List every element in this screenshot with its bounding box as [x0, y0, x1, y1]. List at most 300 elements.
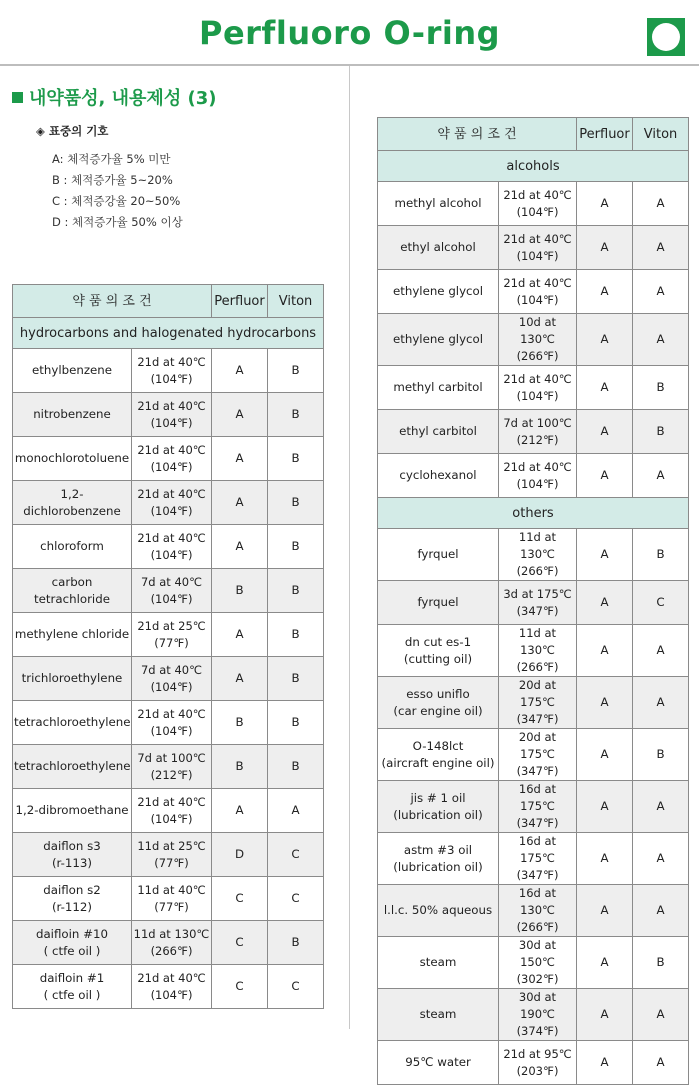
- condition-line: (104℉): [150, 371, 193, 386]
- condition-cell: [499, 314, 577, 366]
- condition-cell: [132, 349, 212, 393]
- condition-line: (347℉): [516, 603, 559, 618]
- condition-line: 21d at 40℃: [137, 354, 206, 369]
- perfluor-cell: C: [212, 965, 268, 1009]
- chemical-line: l.l.c. 50% aqueous: [383, 903, 493, 917]
- table-row: [378, 677, 689, 729]
- table-row: [13, 481, 324, 525]
- condition-cell: [132, 393, 212, 437]
- chemical-cell: [378, 989, 499, 1041]
- header-chemical: 약 품 의 조 건: [13, 285, 212, 318]
- viton-cell: A: [633, 677, 689, 729]
- condition-line: (104℉): [150, 415, 193, 430]
- condition-line: 7d at 100℃: [137, 750, 206, 765]
- chemical-line: O-148lct: [412, 738, 464, 753]
- condition-line: (266℉): [516, 564, 559, 578]
- condition-line: 21d at 40℃: [137, 794, 206, 809]
- condition-line: 21d at 40℃: [137, 486, 206, 501]
- chemical-cell: [13, 833, 132, 877]
- chemical-cell: [13, 745, 132, 789]
- category-label: others: [378, 498, 689, 529]
- header-viton: Viton: [268, 285, 324, 318]
- table-row: [13, 657, 324, 701]
- chemical-cell: [13, 437, 132, 481]
- condition-cell: [499, 937, 577, 989]
- perfluor-cell: A: [212, 657, 268, 701]
- perfluor-cell: A: [577, 270, 633, 314]
- viton-cell: C: [268, 965, 324, 1009]
- chemical-line: daifloin #10: [35, 926, 109, 941]
- table-row: [378, 729, 689, 781]
- perfluor-cell: B: [212, 569, 268, 613]
- page-title: Perfluoro O-ring: [198, 14, 500, 52]
- chemical-line: chloroform: [40, 539, 104, 553]
- perfluor-cell: A: [212, 481, 268, 525]
- condition-line: (212℉): [150, 767, 193, 782]
- viton-cell: A: [633, 781, 689, 833]
- section-heading-text: 내약품성, 내용제성 (3): [29, 88, 217, 109]
- table-row: [13, 393, 324, 437]
- table-row: [378, 182, 689, 226]
- perfluor-cell: A: [577, 781, 633, 833]
- table-row: [13, 965, 324, 1009]
- condition-cell: [132, 921, 212, 965]
- condition-line: 7d at 40℃: [140, 662, 203, 677]
- condition-line: 16d at 175℃: [518, 782, 557, 813]
- logo-circle: [652, 23, 680, 51]
- viton-cell: B: [268, 349, 324, 393]
- header-perfluor: Perfluor: [577, 118, 633, 151]
- condition-line: 21d at 25℃: [137, 618, 206, 633]
- chemical-line: methyl carbitol: [393, 380, 483, 394]
- condition-line: 21d at 40℃: [503, 187, 572, 202]
- condition-cell: [499, 781, 577, 833]
- chemical-line: steam: [419, 955, 457, 969]
- chemical-cell: [378, 529, 499, 581]
- viton-cell: C: [268, 877, 324, 921]
- condition-line: 21d at 40℃: [503, 231, 572, 246]
- condition-line: (104℉): [150, 811, 193, 826]
- viton-cell: A: [633, 1041, 689, 1085]
- perfluor-cell: A: [212, 349, 268, 393]
- perfluor-cell: A: [577, 989, 633, 1041]
- condition-cell: [132, 789, 212, 833]
- table-row: [13, 745, 324, 789]
- table-header-row: [378, 118, 689, 151]
- perfluor-cell: A: [577, 529, 633, 581]
- perfluor-cell: A: [577, 454, 633, 498]
- condition-line: (104℉): [150, 591, 193, 606]
- viton-cell: A: [633, 454, 689, 498]
- chemical-line: tetrachloroethylene: [14, 715, 131, 729]
- chemical-cell: [378, 314, 499, 366]
- condition-line: 11d at 130℃: [518, 626, 557, 657]
- chemical-cell: [378, 410, 499, 454]
- condition-cell: [499, 529, 577, 581]
- condition-line: (104℉): [516, 204, 559, 219]
- perfluor-cell: A: [577, 410, 633, 454]
- viton-cell: B: [633, 937, 689, 989]
- category-label: hydrocarbons and halogenated hydrocarbons: [13, 318, 324, 349]
- chemical-line: daiflon s2: [43, 882, 101, 897]
- viton-cell: B: [268, 657, 324, 701]
- perfluor-cell: A: [577, 366, 633, 410]
- table-row: [378, 226, 689, 270]
- condition-line: 7d at 100℃: [503, 415, 572, 430]
- table-row: [378, 937, 689, 989]
- viton-cell: A: [633, 270, 689, 314]
- condition-line: 16d at 175℃: [518, 834, 557, 865]
- viton-cell: B: [268, 393, 324, 437]
- condition-line: (104℉): [150, 679, 193, 694]
- condition-line: (77℉): [154, 635, 189, 650]
- viton-cell: B: [633, 729, 689, 781]
- chemical-cell: [13, 613, 132, 657]
- legend-item-c: C : 체적증강율 20~50%: [52, 194, 181, 208]
- condition-line: (266℉): [516, 920, 559, 934]
- table-row: [378, 366, 689, 410]
- condition-line: 21d at 40℃: [503, 459, 572, 474]
- chemical-line: 1,2-dichlorobenzene: [23, 486, 121, 518]
- table-row: [378, 581, 689, 625]
- viton-cell: A: [633, 989, 689, 1041]
- condition-line: (347℉): [516, 764, 559, 778]
- table-header-row: [13, 285, 324, 318]
- perfluor-cell: C: [212, 877, 268, 921]
- viton-cell: A: [268, 789, 324, 833]
- legend-title-text: 표중의 기호: [48, 124, 109, 138]
- square-bullet-icon: [12, 92, 23, 103]
- chemical-cell: [13, 701, 132, 745]
- condition-line: 21d at 40℃: [503, 275, 572, 290]
- table-row: [13, 921, 324, 965]
- condition-line: 11d at 40℃: [137, 882, 206, 897]
- condition-line: 21d at 40℃: [137, 970, 206, 985]
- condition-line: 21d at 95℃: [503, 1046, 572, 1061]
- condition-line: 30d at 150℃: [518, 938, 557, 969]
- perfluor-cell: A: [577, 729, 633, 781]
- chemical-line: 1,2-dibromoethane: [15, 803, 129, 817]
- resistance-table-left: [12, 284, 324, 1009]
- chemical-line: 95℃ water: [405, 1055, 471, 1069]
- chemical-line: methylene chloride: [14, 627, 130, 641]
- table-row: [378, 410, 689, 454]
- chemical-cell: [378, 270, 499, 314]
- table-row: [378, 833, 689, 885]
- condition-line: 21d at 40℃: [137, 398, 206, 413]
- chemical-line: (r-113): [51, 855, 93, 870]
- condition-line: (104℉): [150, 547, 193, 562]
- chemical-line: monochlorotoluene: [14, 451, 130, 465]
- chemical-line: (lubrication oil): [393, 807, 483, 822]
- brand-logo-icon: [647, 18, 685, 56]
- condition-line: (104℉): [516, 388, 559, 403]
- perfluor-cell: C: [212, 921, 268, 965]
- category-row: [13, 318, 324, 349]
- chemical-cell: [378, 937, 499, 989]
- viton-cell: C: [268, 833, 324, 877]
- perfluor-cell: D: [212, 833, 268, 877]
- condition-line: (266℉): [516, 660, 559, 674]
- chemical-line: astm #3 oil: [403, 842, 473, 857]
- condition-line: (104℉): [516, 248, 559, 263]
- condition-cell: [132, 525, 212, 569]
- condition-cell: [499, 833, 577, 885]
- condition-line: (104℉): [150, 503, 193, 518]
- chemical-line: nitrobenzene: [33, 407, 111, 421]
- perfluor-cell: A: [212, 525, 268, 569]
- condition-cell: [132, 569, 212, 613]
- table-row: [13, 349, 324, 393]
- table-row: [378, 625, 689, 677]
- viton-cell: B: [633, 410, 689, 454]
- condition-line: (104℉): [150, 723, 193, 738]
- condition-line: (266℉): [516, 349, 559, 363]
- condition-cell: [132, 877, 212, 921]
- chemical-line: ethylbenzene: [31, 363, 113, 377]
- condition-line: 30d at 190℃: [518, 990, 557, 1021]
- condition-line: 16d at 130℃: [518, 886, 557, 917]
- chemical-line: jis # 1 oil: [410, 790, 466, 805]
- perfluor-cell: A: [577, 182, 633, 226]
- header-perfluor: Perfluor: [212, 285, 268, 318]
- chemical-line: fyrquel: [417, 595, 459, 609]
- condition-cell: [499, 182, 577, 226]
- perfluor-cell: A: [577, 314, 633, 366]
- table-row: [378, 314, 689, 366]
- condition-line: 11d at 130℃: [133, 926, 210, 941]
- condition-line: (77℉): [154, 899, 189, 914]
- chemical-line: ethyl carbitol: [399, 424, 477, 438]
- perfluor-cell: A: [577, 625, 633, 677]
- viton-cell: A: [633, 314, 689, 366]
- condition-line: 21d at 40℃: [503, 371, 572, 386]
- viton-cell: A: [633, 833, 689, 885]
- condition-line: (203℉): [516, 1063, 559, 1078]
- chemical-line: esso uniflo: [406, 686, 470, 701]
- viton-cell: A: [633, 885, 689, 937]
- chemical-line: fyrquel: [417, 547, 459, 561]
- condition-line: 11d at 25℃: [137, 838, 206, 853]
- chemical-line: daiflon s3: [43, 838, 101, 853]
- chemical-line: (aircraft engine oil): [381, 755, 495, 770]
- chemical-cell: [378, 226, 499, 270]
- condition-line: (104℉): [516, 476, 559, 491]
- chemical-cell: [378, 729, 499, 781]
- condition-cell: [132, 701, 212, 745]
- table-row: [13, 613, 324, 657]
- condition-cell: [499, 625, 577, 677]
- table-row: [378, 885, 689, 937]
- condition-line: 11d at 130℃: [518, 530, 557, 561]
- viton-cell: B: [268, 569, 324, 613]
- condition-line: 21d at 40℃: [137, 706, 206, 721]
- condition-line: (104℉): [516, 292, 559, 307]
- condition-cell: [132, 833, 212, 877]
- condition-cell: [132, 657, 212, 701]
- chemical-line: daifloin #1: [39, 970, 105, 985]
- header-viton: Viton: [633, 118, 689, 151]
- viton-cell: B: [268, 525, 324, 569]
- chemical-line: (cutting oil): [403, 651, 473, 666]
- condition-line: 21d at 40℃: [137, 442, 206, 457]
- table-row: [378, 781, 689, 833]
- condition-line: (374℉): [516, 1024, 559, 1038]
- table-row: [13, 877, 324, 921]
- chemical-cell: [13, 789, 132, 833]
- chemical-line: ethylene glycol: [392, 284, 484, 298]
- perfluor-cell: B: [212, 745, 268, 789]
- viton-cell: B: [268, 921, 324, 965]
- condition-line: (266℉): [150, 943, 193, 958]
- legend-item-a: A: 체적증가율 5% 미만: [52, 152, 171, 166]
- viton-cell: B: [268, 481, 324, 525]
- resistance-table-right: [377, 117, 689, 1085]
- viton-cell: A: [633, 226, 689, 270]
- perfluor-cell: B: [212, 701, 268, 745]
- perfluor-cell: A: [577, 937, 633, 989]
- condition-line: (347℉): [516, 816, 559, 830]
- table-row: [378, 1041, 689, 1085]
- chemical-cell: [13, 349, 132, 393]
- chemical-cell: [13, 657, 132, 701]
- condition-cell: [132, 613, 212, 657]
- legend-item-b: B : 체적증가율 5~20%: [52, 173, 173, 187]
- condition-line: (302℉): [516, 972, 559, 986]
- condition-cell: [132, 745, 212, 789]
- table-row: [378, 270, 689, 314]
- perfluor-cell: A: [577, 885, 633, 937]
- chemical-line: steam: [419, 1007, 457, 1021]
- viton-cell: A: [633, 625, 689, 677]
- condition-cell: [499, 226, 577, 270]
- condition-line: (347℉): [516, 868, 559, 882]
- perfluor-cell: A: [577, 581, 633, 625]
- perfluor-cell: A: [577, 1041, 633, 1085]
- legend-item-d: D : 체적증가율 50% 이상: [52, 215, 183, 229]
- category-label: alcohols: [378, 151, 689, 182]
- viton-cell: B: [633, 529, 689, 581]
- condition-cell: [132, 965, 212, 1009]
- chemical-line: tetrachloroethylene: [14, 759, 131, 773]
- condition-line: 20d at 175℃: [518, 678, 557, 709]
- legend-list: [52, 149, 183, 233]
- chemical-cell: [378, 625, 499, 677]
- viton-cell: B: [268, 701, 324, 745]
- perfluor-cell: A: [577, 833, 633, 885]
- chemical-cell: [378, 781, 499, 833]
- table-row: [13, 525, 324, 569]
- condition-cell: [499, 454, 577, 498]
- condition-line: (77℉): [154, 855, 189, 870]
- chemical-line: (lubrication oil): [393, 859, 483, 874]
- condition-line: (212℉): [516, 432, 559, 447]
- condition-cell: [132, 437, 212, 481]
- chemical-cell: [378, 1041, 499, 1085]
- chemical-line: dn cut es-1: [404, 634, 472, 649]
- condition-line: 3d at 175℃: [503, 586, 572, 601]
- condition-line: (347℉): [516, 712, 559, 726]
- chemical-cell: [13, 525, 132, 569]
- chemical-cell: [378, 454, 499, 498]
- chemical-cell: [378, 182, 499, 226]
- condition-line: 21d at 40℃: [137, 530, 206, 545]
- perfluor-cell: A: [577, 677, 633, 729]
- condition-cell: [499, 366, 577, 410]
- condition-line: 10d at 130℃: [518, 315, 557, 346]
- perfluor-cell: A: [212, 789, 268, 833]
- viton-cell: A: [633, 182, 689, 226]
- condition-cell: [499, 989, 577, 1041]
- chemical-cell: [13, 921, 132, 965]
- chemical-line: methyl alcohol: [394, 196, 482, 210]
- condition-cell: [499, 581, 577, 625]
- legend-title: ◈ 표중의 기호: [36, 124, 109, 138]
- table-row: [378, 454, 689, 498]
- table-row: [13, 789, 324, 833]
- chemical-line: cyclohexanol: [399, 468, 477, 482]
- viton-cell: B: [268, 613, 324, 657]
- viton-cell: B: [268, 437, 324, 481]
- condition-line: 7d at 40℃: [140, 574, 203, 589]
- condition-line: (104℉): [150, 987, 193, 1002]
- chemical-line: ( ctfe oil ): [43, 987, 101, 1002]
- table-row: [13, 437, 324, 481]
- chemical-cell: [13, 569, 132, 613]
- condition-line: 20d at 175℃: [518, 730, 557, 761]
- perfluor-cell: A: [212, 393, 268, 437]
- chemical-cell: [13, 965, 132, 1009]
- chemical-cell: [13, 481, 132, 525]
- perfluor-cell: A: [212, 613, 268, 657]
- table-row: [13, 701, 324, 745]
- table-row: [13, 569, 324, 613]
- chemical-cell: [13, 393, 132, 437]
- condition-cell: [499, 677, 577, 729]
- chemical-line: ( ctfe oil ): [43, 943, 101, 958]
- condition-cell: [499, 729, 577, 781]
- condition-cell: [499, 885, 577, 937]
- category-row: [378, 151, 689, 182]
- section-heading: [12, 84, 216, 110]
- table-row: [13, 833, 324, 877]
- chemical-cell: [13, 877, 132, 921]
- chemical-cell: [378, 677, 499, 729]
- chemical-cell: [378, 833, 499, 885]
- chemical-cell: [378, 366, 499, 410]
- chemical-cell: [378, 885, 499, 937]
- perfluor-cell: A: [212, 437, 268, 481]
- header-chemical: 약 품 의 조 건: [378, 118, 577, 151]
- condition-cell: [499, 1041, 577, 1085]
- viton-cell: B: [633, 366, 689, 410]
- chemical-line: ethylene glycol: [392, 332, 484, 346]
- chemical-line: ethyl alcohol: [400, 240, 476, 254]
- perfluor-cell: A: [577, 226, 633, 270]
- chemical-line: (r-112): [51, 899, 93, 914]
- condition-cell: [499, 410, 577, 454]
- viton-cell: C: [633, 581, 689, 625]
- viton-cell: B: [268, 745, 324, 789]
- chemical-line: trichloroethylene: [21, 671, 123, 685]
- chemical-line: (car engine oil): [393, 703, 483, 718]
- chemical-cell: [378, 581, 499, 625]
- chemical-line: carbon tetrachloride: [34, 574, 110, 606]
- table-row: [378, 989, 689, 1041]
- table-row: [378, 529, 689, 581]
- condition-cell: [132, 481, 212, 525]
- condition-line: (104℉): [150, 459, 193, 474]
